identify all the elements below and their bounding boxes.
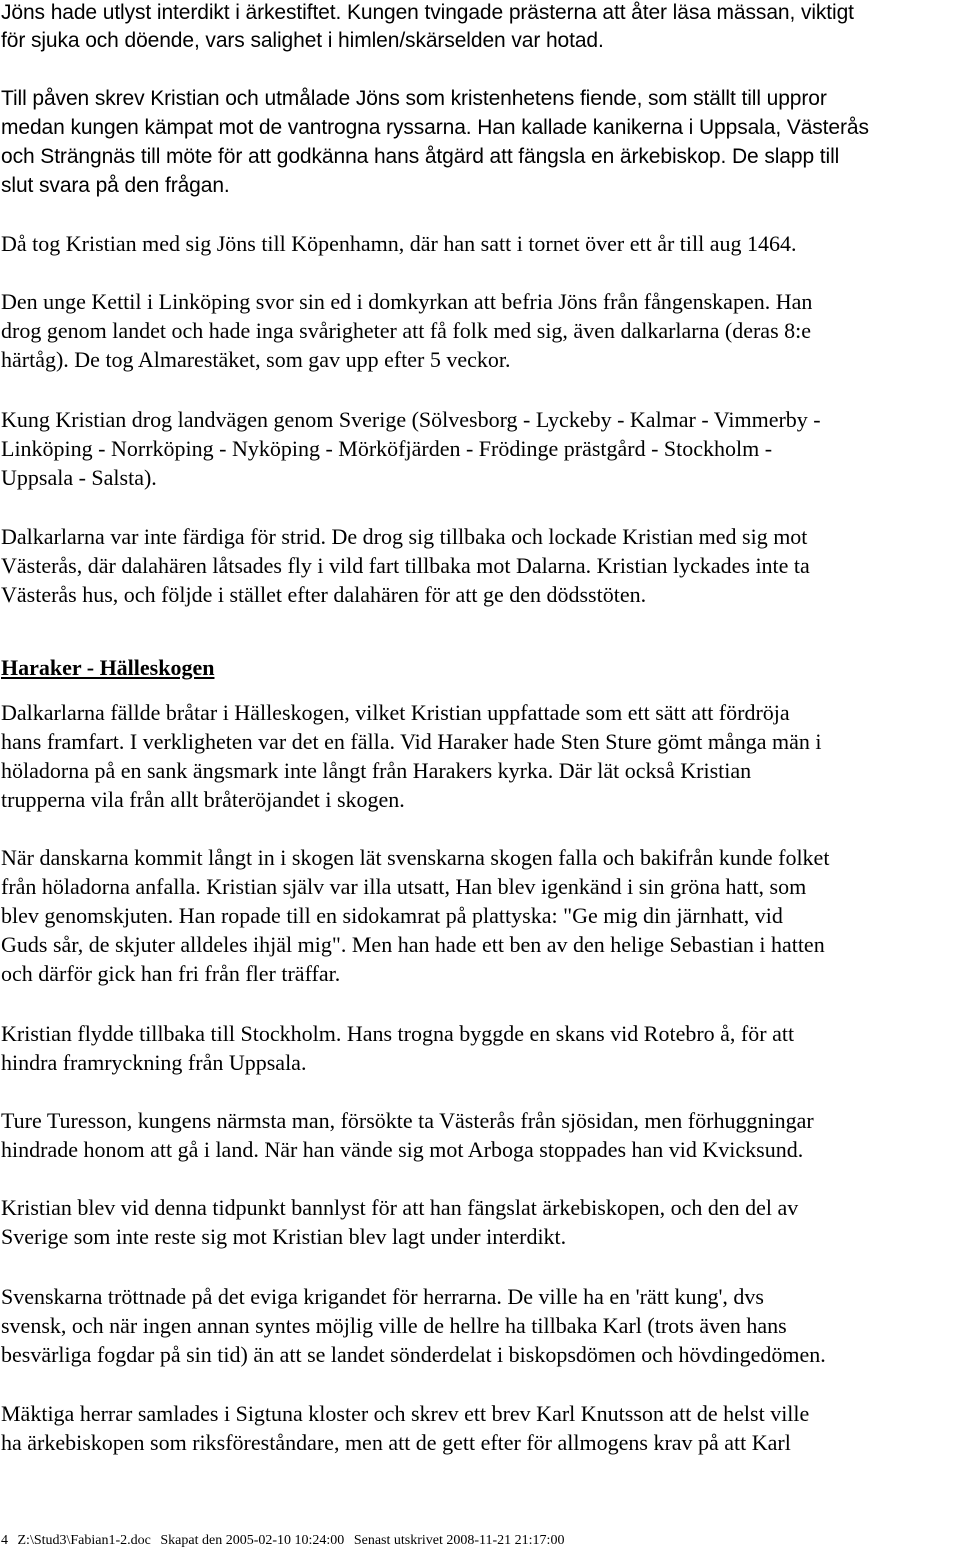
text-line: Guds sår, de skjuter alldeles ihjäl mig". Men han hade ett ben av den helige Sebastian i hatten xyxy=(1,932,825,957)
text-line: för sjuka och döende, vars salighet i himlen/skärselden var hotad. xyxy=(1,29,604,52)
text-line: Uppsala - Salsta). xyxy=(1,465,157,490)
text-line: Den unge Kettil i Linköping svor sin ed i domkyrkan att befria Jöns från fångenskapen. Han xyxy=(1,289,813,314)
text-line: Dalkarlarna fällde bråtar i Hälleskogen, vilket Kristian uppfattade som ett sätt att fördröja xyxy=(1,700,790,725)
text-line: Kristian blev vid denna tidpunkt bannlyst för att han fängslat ärkebiskopen, och den del av xyxy=(1,1195,799,1220)
text-line: Västerås hus, och följde i stället efter dalahären för att ge den dödsstöten. xyxy=(1,582,647,607)
text-line: hindrade honom att gå i land. När han vände sig mot Arboga stoppades han vid Kvicksund. xyxy=(1,1137,804,1162)
text-line: slut svara på den frågan. xyxy=(1,174,230,197)
text-line: drog genom landet och hade inga svårigheter att få folk med sig, även dalkarlarna (deras 8:e xyxy=(1,318,812,343)
text-line: Mäktiga herrar samlades i Sigtuna kloster och skrev ett brev Karl Knutsson att de helst ville xyxy=(1,1401,810,1426)
text-line: blev genomskjuten. Han ropade till en sidokamrat på plattyska: "Ge mig din järnhatt, vid xyxy=(1,903,783,928)
text-line: och därför gick han fri från fler träffar. xyxy=(1,961,341,986)
file-path: Z:\Stud3\Fabian1-2.doc xyxy=(17,1533,151,1548)
text-line: och Strängnäs till möte för att godkänna hans åtgärd att fängsla en ärkebiskop. De slapp till xyxy=(1,145,840,168)
text-line: härtåg). De tog Almarestäket, som gav upp efter 5 veckor. xyxy=(1,347,511,372)
text-line: Västerås, där dalahären låtsades fly i vild fart tillbaka mot Dalarna. Kristian lyckades inte ta xyxy=(1,553,810,578)
text-line: Till påven skrev Kristian och utmålade Jöns som kristenhetens fiende, som ställt till uppror xyxy=(1,87,827,110)
text-line: Kung Kristian drog landvägen genom Sverige (Sölvesborg - Lyckeby - Kalmar - Vimmerby - xyxy=(1,407,821,432)
page-footer xyxy=(1,1533,564,1549)
text-line: När danskarna kommit långt in i skogen lät svenskarna skogen falla och bakifrån kunde folket xyxy=(1,845,830,870)
printed-timestamp: Senast utskrivet 2008-11-21 21:17:00 xyxy=(353,1533,565,1548)
text-line: Kristian flydde tillbaka till Stockholm. Hans trogna byggde en skans vid Rotebro å, för att xyxy=(1,1021,795,1046)
page-number: 4 xyxy=(1,1533,8,1548)
text-line: höladorna på en sank ängsmark inte långt från Harakers kyrka. Där lät också Kristian xyxy=(1,758,752,783)
created-timestamp: Skapat den 2005-02-10 10:24:00 xyxy=(160,1533,345,1548)
section-heading: Haraker - Hälleskogen xyxy=(1,655,215,680)
text-line: Sverige som inte reste sig mot Kristian blev lagt under interdikt. xyxy=(1,1224,567,1249)
text-line: Svenskarna tröttnade på det eviga krigandet för herrarna. De ville ha en 'rätt kung', dvs xyxy=(1,1284,764,1309)
text-line: Då tog Kristian med sig Jöns till Köpenhamn, där han satt i tornet över ett år till aug 1464. xyxy=(1,231,797,256)
text-line: medan kungen kämpat mot de vantrogna ryssarna. Han kallade kanikerna i Uppsala, Västerås xyxy=(1,116,869,139)
text-line: svensk, och när ingen annan syntes möjlig ville de hellre ha tillbaka Karl (trots även hans xyxy=(1,1313,787,1338)
text-line: Linköping - Norrköping - Nyköping - Mörköfjärden - Frödinge prästgård - Stockholm - xyxy=(1,436,773,461)
text-line: besvärliga fogdar på sin tid) än att se landet sönderdelat i biskopsdömen och hövdingedömen. xyxy=(1,1342,826,1367)
text-line: Dalkarlarna var inte färdiga för strid. De drog sig tillbaka och lockade Kristian med sig mot xyxy=(1,524,808,549)
text-line: trupperna vila från allt bråteröjandet i skogen. xyxy=(1,787,405,812)
text-line: hans framfart. I verkligheten var det en fälla. Vid Haraker hade Sten Sture gömt många män i xyxy=(1,729,822,754)
text-line: Jöns hade utlyst interdikt i ärkestiftet. Kungen tvingade prästerna att åter läsa mässan, viktigt xyxy=(1,1,854,24)
text-line: Ture Turesson, kungens närmsta man, försökte ta Västerås från sjösidan, men förhuggningar xyxy=(1,1108,814,1133)
text-line: från höladorna anfalla. Kristian själv var illa utsatt, Han blev igenkänd i sin gröna hatt, som xyxy=(1,874,807,899)
text-line: ha ärkebiskopen som riksföreståndare, men att de gett efter för allmogens krav på att Karl xyxy=(1,1430,791,1455)
text-line: hindra framryckning från Uppsala. xyxy=(1,1050,307,1075)
